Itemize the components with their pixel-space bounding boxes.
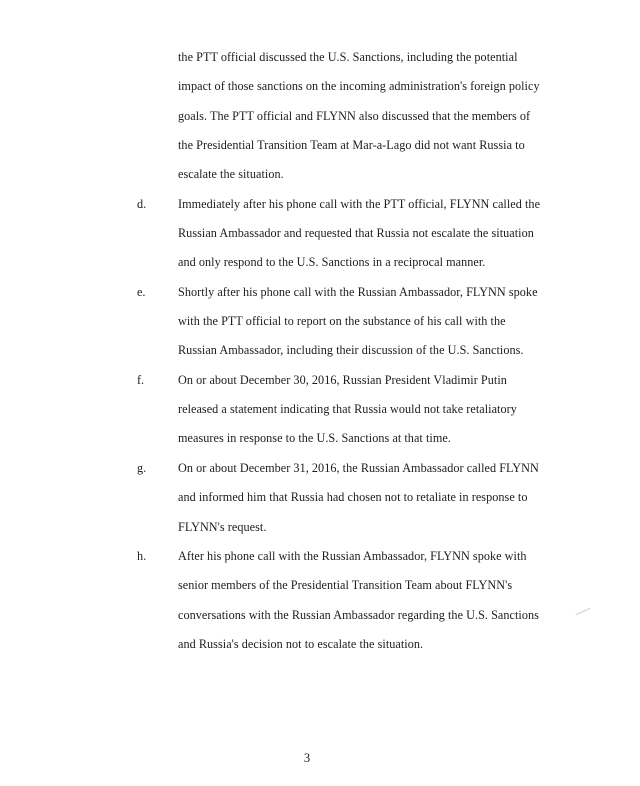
list-item-label: f. bbox=[137, 372, 145, 387]
list-item-label: e. bbox=[137, 284, 146, 299]
text-line: with the PTT official to report on the substance of his call with the bbox=[178, 314, 506, 329]
list-item-label: h. bbox=[137, 548, 147, 563]
list-item-g bbox=[137, 454, 558, 542]
text-line: impact of those sanctions on the incoming administration's foreign policy bbox=[178, 79, 540, 94]
text-line: Immediately after his phone call with the PTT official, FLYNN called the bbox=[178, 196, 541, 211]
list-item-label: g. bbox=[137, 460, 147, 475]
text-line: senior members of the Presidential Transition Team about FLYNN's bbox=[178, 578, 513, 593]
scan-artifact-mark bbox=[575, 608, 590, 615]
continuation-paragraph bbox=[178, 43, 558, 190]
list-item-label: d. bbox=[137, 196, 147, 211]
text-line: escalate the situation. bbox=[178, 167, 284, 182]
text-line: the Presidential Transition Team at Mar-a-Lago did not want Russia to bbox=[178, 138, 525, 153]
list-item-h bbox=[137, 542, 558, 659]
list-item-e bbox=[137, 278, 558, 366]
text-line: measures in response to the U.S. Sanctions at that time. bbox=[178, 431, 451, 446]
text-line: conversations with the Russian Ambassador regarding the U.S. Sanctions bbox=[178, 607, 539, 622]
list-item-d bbox=[137, 190, 558, 278]
text-line: and Russia's decision not to escalate the situation. bbox=[178, 636, 424, 651]
text-line: After his phone call with the Russian Ambassador, FLYNN spoke with bbox=[178, 548, 527, 563]
text-line: Russian Ambassador and requested that Russia not escalate the situation bbox=[178, 226, 534, 241]
text-line: Russian Ambassador, including their discussion of the U.S. Sanctions. bbox=[178, 343, 524, 358]
text-line: Shortly after his phone call with the Russian Ambassador, FLYNN spoke bbox=[178, 284, 538, 299]
text-line: On or about December 30, 2016, Russian President Vladimir Putin bbox=[178, 372, 507, 387]
page-number: 3 bbox=[303, 751, 311, 765]
text-line: On or about December 31, 2016, the Russian Ambassador called FLYNN bbox=[178, 460, 539, 475]
list-item-f bbox=[137, 366, 558, 454]
text-line: and informed him that Russia had chosen not to retaliate in response to bbox=[178, 490, 528, 505]
text-line: FLYNN's request. bbox=[178, 519, 267, 534]
text-line: the PTT official discussed the U.S. Sanctions, including the potential bbox=[178, 50, 518, 64]
document-body bbox=[137, 43, 558, 659]
text-line: and only respond to the U.S. Sanctions in a reciprocal manner. bbox=[178, 255, 486, 270]
text-line: released a statement indicating that Russia would not take retaliatory bbox=[178, 402, 517, 417]
text-line: goals. The PTT official and FLYNN also discussed that the members of bbox=[178, 108, 531, 123]
